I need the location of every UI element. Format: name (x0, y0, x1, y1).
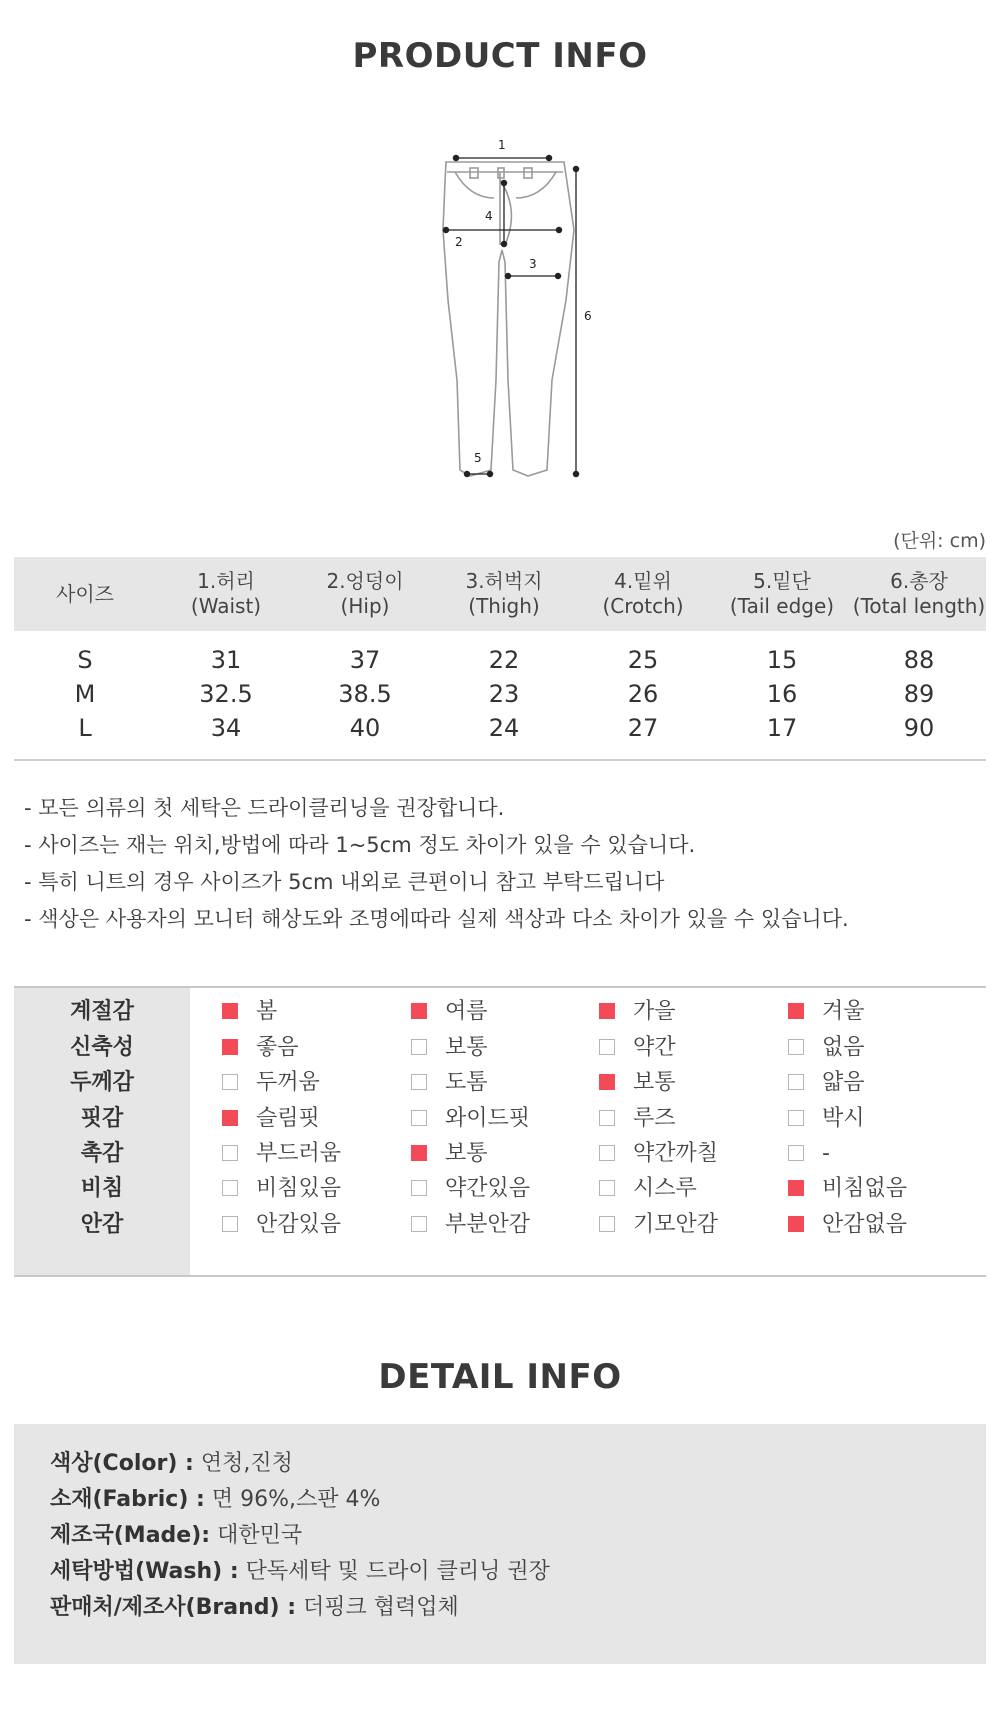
size-value: 37 (349, 646, 381, 674)
detail-row (50, 1552, 550, 1591)
header-waist: 1.허리 (Waist) (190, 569, 262, 618)
header-thigh: 3.허벅지 (Thigh) (465, 569, 543, 618)
table-row (14, 677, 986, 711)
note-item: - 사이즈는 재는 위치,방법에 따라 1~5cm 정도 차이가 있을 수 있습니다. (24, 833, 696, 857)
checked-box-icon (411, 1003, 427, 1019)
header-tail-edge: 5.밑단 (Tail edge) (729, 569, 835, 618)
detail-key: 제조국(Made): (50, 1523, 211, 1548)
table-row (14, 643, 986, 677)
note-item: - 색상은 사용자의 모니터 해상도와 조명에따라 실제 색상과 다소 차이가 있을 수 있습니다. (24, 907, 849, 931)
header-hip: 2.엉덩이 (Hip) (326, 569, 404, 618)
size-value: 38.5 (338, 680, 392, 708)
pants-outline (443, 162, 574, 476)
unchecked-box-icon (599, 1180, 615, 1196)
attribute-option-label: 여름 (445, 999, 488, 1024)
unchecked-box-icon (222, 1180, 238, 1196)
size-value: 32.5 (199, 680, 253, 708)
detail-key: 소재(Fabric) : (50, 1487, 205, 1512)
unchecked-box-icon (788, 1074, 804, 1090)
table-row (14, 711, 986, 745)
detail-value: 대한민국 (217, 1523, 303, 1548)
attributes-table (14, 986, 986, 1277)
size-value: 23 (488, 680, 520, 708)
attribute-option-label: 보통 (633, 1070, 676, 1095)
attribute-row (14, 1206, 986, 1244)
checked-box-icon (788, 1216, 804, 1232)
attribute-option-label: 부분안감 (445, 1212, 531, 1237)
attribute-row (14, 1135, 986, 1173)
unchecked-box-icon (411, 1039, 427, 1055)
checked-box-icon (411, 1145, 427, 1161)
detail-key: 세탁방법(Wash) : (50, 1559, 239, 1584)
attribute-option-label: 비침없음 (822, 1176, 908, 1201)
size-value: 34 (210, 714, 242, 742)
unchecked-box-icon (411, 1074, 427, 1090)
unchecked-box-icon (222, 1074, 238, 1090)
attribute-option-label: 두꺼움 (256, 1070, 320, 1095)
attribute-label: 안감 (80, 1212, 124, 1237)
diagram-label-6: 6 (584, 309, 592, 323)
detail-row (50, 1480, 380, 1519)
checked-box-icon (788, 1180, 804, 1196)
unchecked-box-icon (411, 1180, 427, 1196)
checked-box-icon (599, 1003, 615, 1019)
attribute-option-label: 비침있음 (256, 1176, 342, 1201)
size-table (14, 557, 986, 761)
unchecked-box-icon (411, 1110, 427, 1126)
size-label: S (77, 646, 93, 674)
attribute-option-label: 도톰 (445, 1070, 488, 1095)
unchecked-box-icon (411, 1216, 427, 1232)
size-value: 26 (627, 680, 659, 708)
attribute-label: 비침 (80, 1176, 124, 1201)
unit-note: (단위: cm) (893, 530, 986, 552)
unchecked-box-icon (599, 1039, 615, 1055)
detail-row (50, 1444, 293, 1483)
product-info-title: PRODUCT INFO (352, 36, 648, 76)
attribute-option-label: 약간까칠 (633, 1141, 719, 1166)
detail-row (50, 1516, 302, 1555)
attribute-option-label: 부드러움 (256, 1141, 342, 1166)
size-value: 15 (766, 646, 798, 674)
header-size: 사이즈 (56, 581, 114, 606)
header-crotch: 4.밑위 (Crotch) (602, 569, 684, 618)
size-label: M (74, 680, 96, 708)
detail-key: 판매처/제조사(Brand) : (50, 1595, 296, 1620)
attribute-option-label: 가을 (633, 999, 676, 1024)
attribute-option-label: 시스루 (633, 1176, 697, 1201)
unchecked-box-icon (222, 1145, 238, 1161)
attribute-option-label: 슬림핏 (256, 1106, 320, 1131)
diagram-label-3: 3 (529, 257, 537, 271)
diagram-label-5: 5 (474, 451, 482, 465)
detail-value: 면 96%,스판 4% (211, 1487, 381, 1512)
attribute-option-label: 봄 (256, 999, 278, 1024)
note-item: - 특히 니트의 경우 사이즈가 5cm 내외로 큰편이니 참고 부탁드립니다 (24, 870, 665, 894)
checked-box-icon (222, 1039, 238, 1055)
size-value: 17 (766, 714, 798, 742)
attribute-label: 두께감 (70, 1070, 134, 1095)
attribute-option-label: - (822, 1141, 830, 1166)
attribute-option-label: 겨울 (822, 999, 865, 1024)
attribute-label: 신축성 (70, 1035, 134, 1060)
checked-box-icon (222, 1110, 238, 1126)
size-value: 24 (488, 714, 520, 742)
unchecked-box-icon (599, 1110, 615, 1126)
attribute-option-label: 안감있음 (256, 1212, 342, 1237)
detail-row (50, 1588, 459, 1627)
detail-key: 색상(Color) : (50, 1451, 194, 1476)
attribute-label: 계절감 (70, 999, 134, 1024)
attribute-option-label: 기모안감 (633, 1212, 719, 1237)
size-value: 31 (210, 646, 242, 674)
size-value: 88 (903, 646, 935, 674)
diagram-label-2: 2 (455, 235, 463, 249)
attribute-option-label: 안감없음 (822, 1212, 908, 1237)
size-value: 27 (627, 714, 659, 742)
pants-measurement-diagram (0, 130, 1000, 490)
unchecked-box-icon (222, 1216, 238, 1232)
attribute-option-label: 박시 (822, 1106, 865, 1131)
size-table-header (14, 557, 986, 631)
detail-value: 단독세탁 및 드라이 클리닝 권장 (245, 1559, 550, 1584)
unchecked-box-icon (599, 1145, 615, 1161)
attribute-option-label: 약간 (633, 1035, 676, 1060)
detail-info-box (14, 1424, 986, 1664)
attribute-option-label: 보통 (445, 1141, 488, 1166)
detail-info-title: DETAIL INFO (378, 1357, 622, 1397)
header-total-length: 6.총장 (Total length) (852, 569, 986, 618)
size-label: L (78, 714, 92, 742)
size-table-body (14, 631, 986, 761)
size-value: 22 (488, 646, 520, 674)
attribute-row (14, 1029, 986, 1067)
detail-value: 연청,진청 (200, 1451, 293, 1476)
attribute-option-label: 와이드핏 (445, 1106, 531, 1131)
unchecked-box-icon (788, 1145, 804, 1161)
size-value: 90 (903, 714, 935, 742)
attribute-option-label: 얇음 (822, 1070, 865, 1095)
attribute-option-label: 없음 (822, 1035, 865, 1060)
attribute-label: 핏감 (80, 1106, 124, 1131)
attribute-row (14, 1100, 986, 1138)
size-value: 25 (627, 646, 659, 674)
attribute-label: 촉감 (80, 1141, 124, 1166)
checked-box-icon (788, 1003, 804, 1019)
attribute-option-label: 보통 (445, 1035, 488, 1060)
attribute-row (14, 1170, 986, 1208)
detail-value: 더핑크 협력업체 (303, 1595, 459, 1620)
unchecked-box-icon (788, 1110, 804, 1126)
attribute-row (14, 993, 986, 1031)
checked-box-icon (599, 1074, 615, 1090)
care-notes (24, 790, 849, 938)
note-item: - 모든 의류의 첫 세탁은 드라이클리닝을 권장합니다. (24, 796, 505, 820)
attribute-option-label: 좋음 (256, 1035, 299, 1060)
unchecked-box-icon (599, 1216, 615, 1232)
size-value: 89 (903, 680, 935, 708)
size-value: 16 (766, 680, 798, 708)
diagram-label-1: 1 (498, 138, 506, 152)
unchecked-box-icon (788, 1039, 804, 1055)
diagram-label-4: 4 (485, 209, 493, 223)
attribute-option-label: 약간있음 (445, 1176, 531, 1201)
attribute-row (14, 1064, 986, 1102)
size-value: 40 (349, 714, 381, 742)
attribute-option-label: 루즈 (633, 1106, 676, 1131)
checked-box-icon (222, 1003, 238, 1019)
